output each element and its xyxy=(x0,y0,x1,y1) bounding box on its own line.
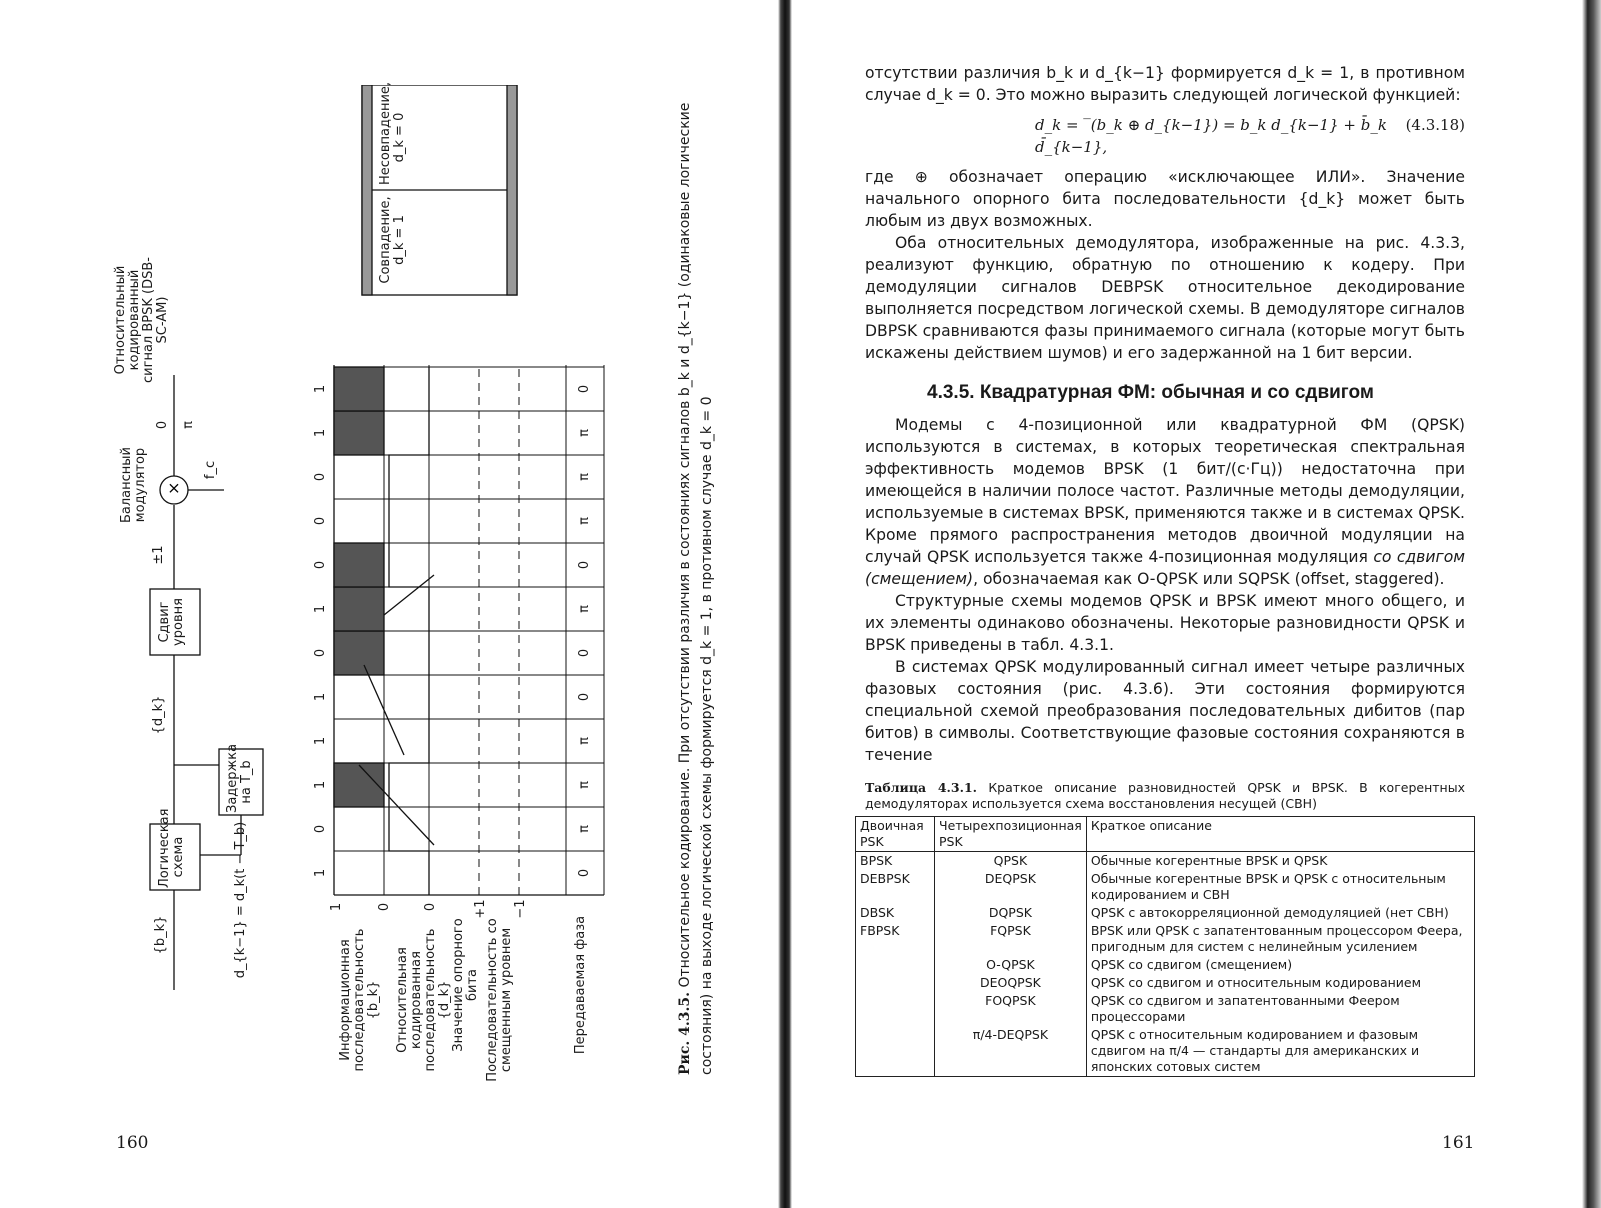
table-cell: FBPSK xyxy=(856,922,935,956)
times-sign: × xyxy=(164,481,183,495)
paragraph: где ⊕ обозначает операцию «исключающее ИЛИ». Значение начального опорного бита последовательности {d_k} может быть любым из двух возможных. xyxy=(865,168,1465,230)
table-cell xyxy=(856,974,935,992)
table-header: Двоичная PSK xyxy=(856,817,935,852)
phase-label: π xyxy=(577,605,592,613)
table-cell: O-QPSK xyxy=(935,956,1087,974)
table-cell: π/4-DEQPSK xyxy=(935,1026,1087,1077)
table-cell: QPSK с автокорреляционной демодуляцией (нет СВН) xyxy=(1086,904,1474,922)
row-ref: Значение опорного бита xyxy=(451,918,480,1052)
table-row xyxy=(856,956,1475,974)
output-label: Относительный кодированный сигнал BPSK (DSB-SC-AM) xyxy=(113,257,170,383)
table-cell xyxy=(856,992,935,1026)
bit-label: 1 xyxy=(313,428,328,438)
pm1-label: ±1 xyxy=(151,545,166,565)
figure-caption xyxy=(674,90,718,1075)
phase-label: π xyxy=(577,473,592,481)
bit-label: 0 xyxy=(313,824,328,834)
table-cell: BPSK или QPSK с запатентованным процессором Феера, пригодным для систем с нелинейным усилением xyxy=(1086,922,1474,956)
paragraph: Структурные схемы модемов QPSK и BPSK имеют много общего, и их элементы одинаково обозначены. Некоторые разновидности QPSK и BPSK приведены в табл. 4.3.1. xyxy=(865,592,1465,654)
bit-label: 0 xyxy=(313,648,328,658)
dk-label: {d_k} xyxy=(151,695,166,735)
paragraph: отсутствии различия b_k и d_{k−1} формируется d_k = 1, в противном случае d_k = 0. Это можно выразить следующей логической функцией: xyxy=(865,64,1465,104)
table-cell: DEQPSK xyxy=(935,870,1087,904)
paragraph xyxy=(865,414,1465,590)
paragraph-text: Модемы с 4-позиционной или квадратурной ФМ (QPSK) используются в системах, в которых теоретическая спектральная эффективность модемов BPSK (1 бит/(с·Гц)) недостаточна при имеющейся в наличии полосе частот. Различные методы демодуляции, используемые в системах BPSK, применяются также и в системах QPSK. Кроме прямого распространения методов двоичной модуляции на случай QPSK используется также 4-позиционная модуляция xyxy=(865,416,1465,566)
row-coded: Относительная кодированная последовательность {d_k} xyxy=(395,928,452,1072)
row-info: Информационная последовательность {b_k} xyxy=(338,928,381,1072)
match-label: Совпадение, d_k = 1 xyxy=(378,196,407,284)
phase-label: 0 xyxy=(577,692,592,702)
page-number-left: 160 xyxy=(116,1133,149,1153)
phase-label: π xyxy=(577,517,592,525)
table-cell: QPSK со сдвигом и запатентованными Феером процессорами xyxy=(1086,992,1474,1026)
zero-label: 0 xyxy=(155,420,170,430)
table-cell: FQPSK xyxy=(935,922,1087,956)
level-label: 0 xyxy=(423,902,438,912)
phase-label: 0 xyxy=(577,384,592,394)
mismatch-label: Несовпадение, d_k = 0 xyxy=(378,81,407,185)
modulator-label: Балансный модулятор xyxy=(119,446,148,524)
table-caption xyxy=(865,780,1465,812)
level-label: 1 xyxy=(329,902,344,912)
table-row xyxy=(856,992,1475,1026)
rotated-figure xyxy=(113,81,734,1085)
table-cell xyxy=(856,1026,935,1077)
paragraph-text: , обозначаемая как O-QPSK или SQPSK (offset, staggered). xyxy=(973,570,1445,588)
table-cell: DBSK xyxy=(856,904,935,922)
table-cell: DEOQPSK xyxy=(935,974,1087,992)
paragraph: В системах QPSK модулированный сигнал имеет четыре различных фазовых состояния (рис. 4.3.6). Эти состояния формируются специальной схемой преобразования последовательных дибитов (пар битов) в символы. Соответствующие фазовые состояния сохраняются в течение xyxy=(865,658,1465,764)
table-cell: QPSK xyxy=(935,852,1087,871)
phase-label: 0 xyxy=(577,648,592,658)
bit-label: 1 xyxy=(313,868,328,878)
pi-label: π xyxy=(181,421,196,429)
bit-label: 1 xyxy=(313,736,328,746)
table-row xyxy=(856,904,1475,922)
table-row xyxy=(856,922,1475,956)
level-shift-label: Сдвиг уровня xyxy=(157,598,186,646)
phase-label: π xyxy=(577,737,592,745)
phase-label: π xyxy=(577,825,592,833)
equation-body: d_k = ‾(b_k ⊕ d_{k−1}) = b_k d_{k−1} + b̄_k d̄_{k−1}, xyxy=(1035,116,1387,156)
table-row xyxy=(856,974,1475,992)
table-cell xyxy=(856,956,935,974)
figure-number: Рис. 4.3.5. xyxy=(677,991,693,1075)
delay-equation: d_{k−1} = d_k(t − T_b) xyxy=(233,821,248,979)
table-cell: FOQPSK xyxy=(935,992,1087,1026)
level-label: +1 xyxy=(473,899,488,919)
table-cell: Обычные когерентные BPSK и QPSK с относительным кодированием и СВН xyxy=(1086,870,1474,904)
table-cell: BPSK xyxy=(856,852,935,871)
table-cell: QPSK с относительным кодированием и фазовым сдвигом на π/4 — стандарты для американских и японских сотовых систем xyxy=(1086,1026,1474,1077)
table-row xyxy=(856,870,1475,904)
table-header: Краткое описание xyxy=(1086,817,1474,852)
table-header: Четырехпозиционная PSK xyxy=(935,817,1087,852)
section-heading: 4.3.5. Квадратурная ФМ: обычная и со сдвигом xyxy=(927,382,1374,403)
delay-label: Задержка на T_b xyxy=(225,743,254,813)
level-label: −1 xyxy=(513,899,528,919)
bit-label: 1 xyxy=(313,604,328,614)
input-label: {b_k} xyxy=(153,915,168,955)
logic-label: Логическая схема xyxy=(157,808,186,888)
table-cell: DEBPSK xyxy=(856,870,935,904)
bit-label: 1 xyxy=(313,780,328,790)
equation-4-3-18 xyxy=(865,114,1465,158)
equation-number: (4.3.18) xyxy=(1405,116,1465,134)
phase-label: 0 xyxy=(577,868,592,878)
table-caption-text: Краткое описание разновидностей QPSK и BPSK. В когерентных демодуляторах используется схема восстановления несущей (СВН) xyxy=(865,780,1465,811)
paragraph-italic: со сдвигом (смещением) xyxy=(865,548,1465,588)
phase-label: π xyxy=(577,781,592,789)
figure-caption-text: Относительное кодирование. При отсутствии различия в состояниях сигналов b_k и d_{k−1} (одинаковые логические состояния) на выходе логической схемы формируется d_k = 1, в противном случае d_k = 0 xyxy=(677,102,715,1075)
table-cell: QPSK со сдвигом (смещением) xyxy=(1086,956,1474,974)
paragraph: Оба относительных демодулятора, изображенные на рис. 4.3.3, реализуют функцию, обратную по отношению к кодеру. При демодуляции сигналов DEBPSK относительное декодирование выполняется посредством логической схемы. В демодуляторе сигналов DBPSK сравниваются фазы принимаемого сигнала (которые могут быть искажены действием шумов) и его задержанной на 1 бит версии. xyxy=(865,234,1465,362)
bit-label: 1 xyxy=(313,384,328,394)
level-label: 0 xyxy=(377,902,392,912)
page-edge xyxy=(1582,0,1601,1208)
table-cell: Обычные когерентные BPSK и QPSK xyxy=(1086,852,1474,871)
page-number-right: 161 xyxy=(1442,1133,1475,1153)
psk-variants-table xyxy=(855,816,1475,1077)
table-row xyxy=(856,852,1475,871)
book-spine xyxy=(778,0,792,1208)
phase-label: π xyxy=(577,429,592,437)
bit-label: 0 xyxy=(313,560,328,570)
bit-label: 0 xyxy=(313,472,328,482)
phase-label: 0 xyxy=(577,560,592,570)
bit-label: 1 xyxy=(313,692,328,702)
row-phase: Передаваемая фаза xyxy=(573,915,588,1055)
table-row xyxy=(856,1026,1475,1077)
table-cell: DQPSK xyxy=(935,904,1087,922)
row-shifted: Последовательность со смещенным уровнем xyxy=(485,918,514,1082)
bit-label: 0 xyxy=(313,516,328,526)
right-page-text xyxy=(860,62,1465,1077)
table-number: Таблица 4.3.1. xyxy=(865,780,977,795)
fc-label: f_c xyxy=(203,460,218,480)
table-cell: QPSK со сдвигом и относительным кодированием xyxy=(1086,974,1474,992)
